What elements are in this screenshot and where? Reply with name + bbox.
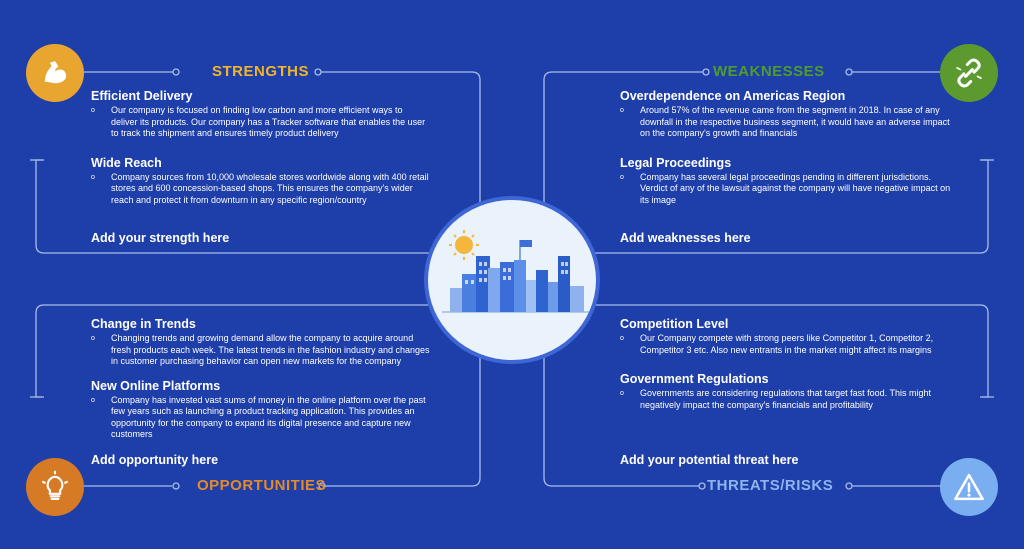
bullet: o (620, 107, 624, 114)
strength-item (91, 156, 431, 207)
threat-item (620, 372, 960, 411)
opportunity-item-body: Company has invested vast sums of money in the online platform over the past few years such as launching a product tracking application. This provides an opportunity for the company to expand its digital presence and capture new customers (111, 394, 426, 439)
threats-icon-badge (940, 458, 998, 516)
add-weakness-text[interactable]: Add weaknesses here (620, 231, 751, 245)
weakness-item-title: Legal Proceedings (620, 155, 732, 170)
threat-item-body: Our Company compete with strong peers like Competitor 1, Competitor 2, Competitor 3 etc. Also new entrants in the market might affect its margins (640, 333, 934, 355)
add-threat-text[interactable]: Add your potential threat here (620, 453, 799, 467)
city-skyline-icon (428, 200, 600, 364)
add-opportunity-text[interactable]: Add opportunity here (91, 453, 219, 467)
add-strength-text[interactable]: Add your strength here (91, 231, 230, 245)
bullet: o (91, 173, 95, 181)
weakness-item (620, 89, 960, 140)
threat-item (620, 317, 960, 356)
lightbulb-icon (38, 470, 72, 504)
strength-item-body: Our company is focused on finding low carbon and more efficient ways to deliver its products. Our company has a Tracker software that enables the user to track the shipment and ensures timely product delivery (111, 105, 426, 138)
opportunities-title: OPPORTUNITIES (197, 477, 327, 494)
bullet: o (620, 173, 624, 181)
strengths-icon-badge (26, 44, 84, 102)
strengths-title: STRENGTHS (212, 63, 310, 80)
opportunity-item-title: Change in Trends (91, 317, 196, 331)
threat-item-title: Competition Level (620, 317, 729, 331)
bullet: o (91, 107, 95, 114)
strengths-section (91, 89, 431, 219)
bullet: o (620, 390, 624, 397)
weakness-item-title: Overdependence on Americas Region (620, 89, 846, 103)
warning-triangle-icon (952, 470, 986, 504)
flexed-arm-icon (38, 56, 72, 90)
strength-item-title: Efficient Delivery (91, 89, 193, 103)
strength-item-title: Wide Reach (91, 155, 162, 170)
opportunity-item-title: New Online Platforms (91, 378, 221, 393)
opportunity-item (91, 317, 431, 368)
center-city-illustration (424, 196, 600, 364)
threat-item-title: Government Regulations (620, 372, 769, 386)
threats-title: THREATS/RISKS (707, 477, 834, 494)
weakness-item (620, 156, 960, 207)
strength-item (91, 89, 431, 140)
opportunity-item-body: Changing trends and growing demand allow the company to acquire around fresh products each week. The latest trends in the fashion industry and changes in customer purchasing behavior can open new markets for the company (111, 333, 430, 366)
bullet: o (620, 335, 624, 342)
strength-item-body: Company sources from 10,000 wholesale stores worldwide along with 400 retail stores and 600 concession-based shops. This ensures the company's wider reach and protect it from downturn in any specific region/country (111, 171, 429, 205)
weakness-item-body: Around 57% of the revenue came from the segment in 2018. In case of any downfall in the respective business segment, it would have an adverse impact on the company's growth and financials (640, 105, 950, 138)
opportunities-icon-badge (26, 458, 84, 516)
broken-link-icon (952, 56, 986, 90)
weaknesses-section (620, 89, 960, 219)
bullet: o (91, 396, 95, 404)
weaknesses-title: WEAKNESSES (713, 63, 825, 80)
threat-item-body: Governments are considering regulations that target fast food. This might negatively impact the company's financials and profitability (640, 388, 931, 410)
opportunity-item (91, 379, 431, 441)
bullet: o (91, 335, 95, 342)
threats-section (620, 317, 960, 424)
weakness-item-body: Company has several legal proceedings pending in different jurisdictions. Verdict of any of the lawsuit against the company will have negative impact on its image (640, 171, 951, 205)
opportunities-section (91, 317, 431, 454)
